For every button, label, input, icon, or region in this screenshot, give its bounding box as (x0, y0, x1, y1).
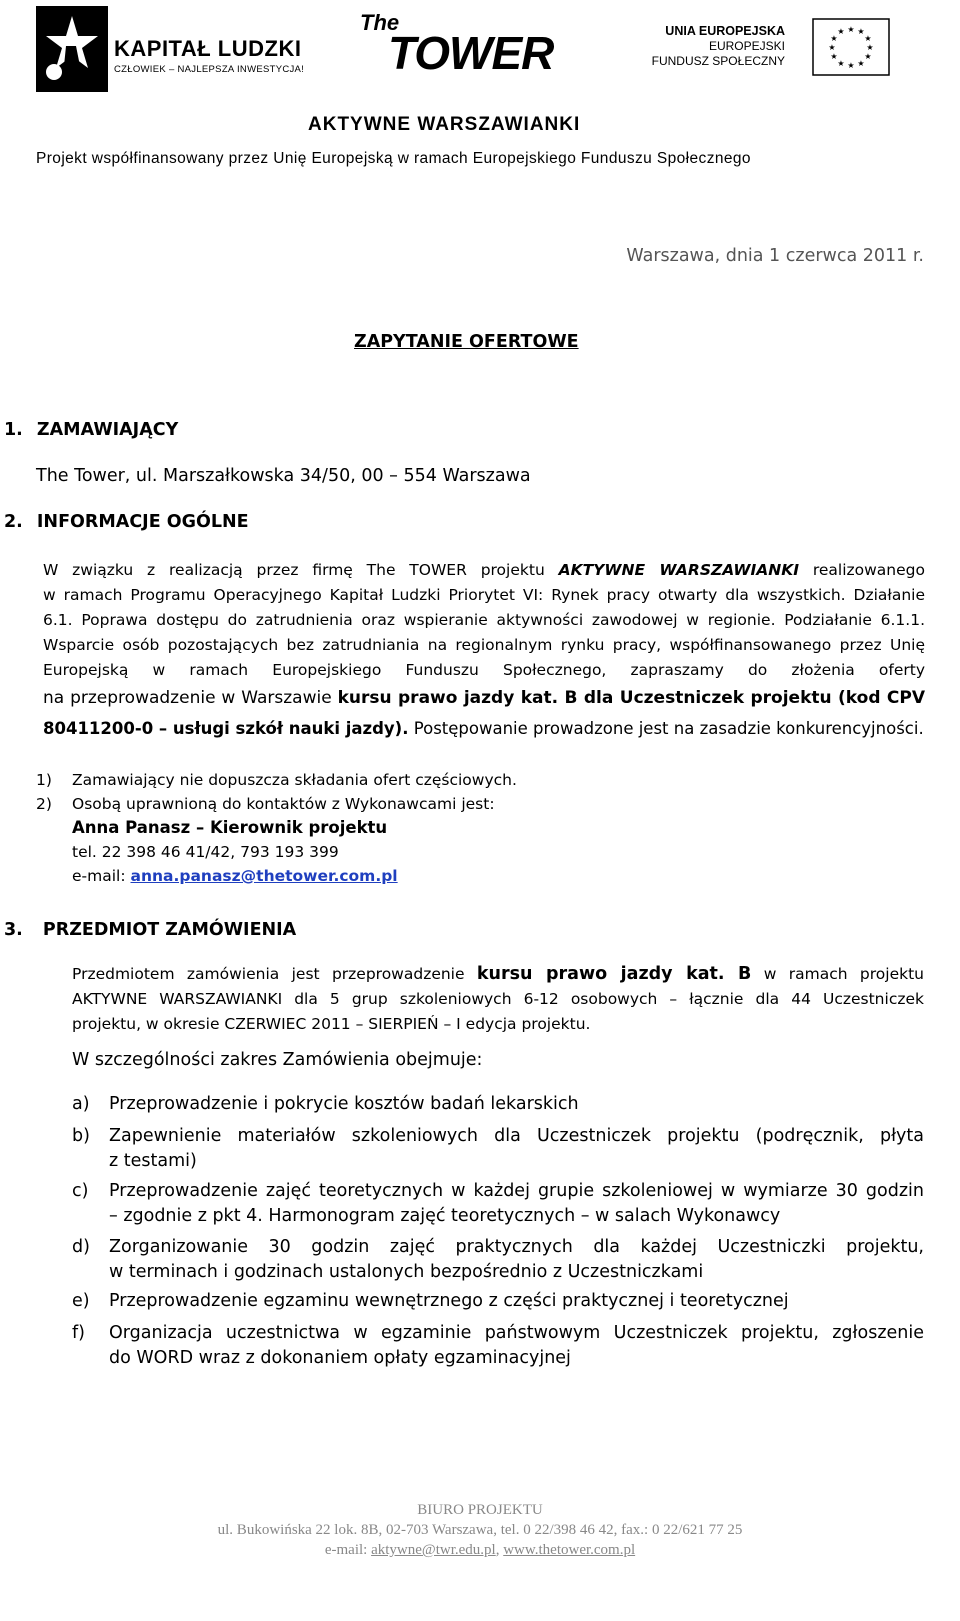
eu-line2: EUROPEJSKI (708, 39, 785, 53)
section2-line4: Wsparcie osób pozostających bez zatrudniania na regionalnym rynku pracy, współfinansowanego przez Unię (43, 636, 925, 654)
section2-course-bold: kursu prawo jazdy kat. B dla Uczestniczek projektu (kod CPV (337, 688, 926, 708)
section3-paragraph (72, 962, 924, 1037)
kapital-ludzki-subtitle: CZŁOWIEK – NAJLEPSZA INWESTYCJA! (114, 64, 305, 75)
section2-line5: Europejską w ramach Europejskiego Funduszu Społecznego, zapraszamy do złożenia oferty (43, 661, 925, 679)
section3-title: PRZEDMIOT ZAMÓWIENIA (42, 920, 297, 940)
kapital-ludzki-emblem-icon (36, 6, 108, 92)
eu-flag-icon (812, 18, 890, 76)
scope-item-text: Przeprowadzenie i pokrycie kosztów badań lekarskich (109, 1094, 579, 1114)
section3-line1-a: Przedmiotem zamówienia jest przeprowadzenie (72, 965, 465, 983)
section2-line7 (43, 713, 925, 745)
scope-item-b-line2: z testami) (109, 1151, 197, 1171)
section3-heading (4, 920, 296, 940)
section2-line6 (43, 683, 925, 713)
contact-email-label: e-mail: (72, 867, 126, 885)
scope-item-label: b) (72, 1126, 90, 1146)
footer-email-label: e-mail: (324, 1542, 368, 1558)
list2-text: Osobą uprawnioną do kontaktów z Wykonawcami jest: (72, 795, 495, 813)
section2-number: 2. (4, 512, 23, 532)
project-title: AKTYWNE WARSZAWIANKI (308, 114, 581, 135)
scope-item-label: e) (72, 1291, 90, 1311)
footer-separator: , (495, 1542, 500, 1558)
footer-address: ul. Bukowińska 22 lok. 8B, 02-703 Warszawa, tel. 0 22/398 46 42, fax.: 0 22/621 77 25 (217, 1522, 743, 1538)
scope-item-text: Przeprowadzenie egzaminu wewnętrznego z części praktycznej i teoretycznej (109, 1291, 789, 1311)
scope-item-label: d) (72, 1237, 90, 1257)
section1-number: 1. (4, 420, 23, 440)
section2-line7-b: Postępowanie prowadzone jest na zasadzie konkurencyjności. (413, 719, 924, 738)
scope-item-f-line2: do WORD wraz z dokonaniem opłaty egzaminacyjnej (109, 1348, 571, 1368)
scope-item-label: f) (72, 1323, 85, 1343)
footer-office-title: BIURO PROJEKTU (417, 1502, 543, 1518)
scope-item-text (109, 1179, 924, 1229)
section2-cpv-bold: 80411200-0 – usługi szkół nauki jazdy). (43, 719, 409, 738)
scope-item-c-line1: Przeprowadzenie zajęć teoretycznych w każdej grupie szkoleniowej w wymiarze 30 godzin (109, 1181, 924, 1201)
kapital-ludzki-title: KAPITAŁ LUDZKI (114, 36, 302, 61)
footer (0, 1500, 960, 1560)
scope-intro: W szczególności zakres Zamówienia obejmuje: (72, 1050, 483, 1070)
section2-title: INFORMACJE OGÓLNE (36, 512, 249, 532)
scope-item-label: c) (72, 1181, 89, 1201)
eu-line3: FUNDUSZ SPOŁECZNY (651, 54, 785, 68)
svg-text:★: ★ (828, 43, 836, 52)
section2-line3: 6.1. Poprawa dostępu do zatrudnienia oraz wspieranie aktywności zawodowej w regionie. Podziałanie 6.1.1. (43, 611, 925, 629)
scope-item-text (109, 1321, 924, 1371)
eu-line1: UNIA EUROPEJSKA (665, 24, 785, 38)
svg-text:★: ★ (830, 34, 838, 43)
svg-text:★: ★ (864, 34, 872, 43)
scope-item-f-line1: Organizacja uczestnictwa w egzaminie państwowym Uczestniczek projektu, zgłoszenie (109, 1323, 924, 1343)
contact-email-row (36, 864, 517, 888)
section1-heading (4, 420, 178, 440)
the-tower-logo-main: TOWER (388, 27, 554, 79)
footer-contact-row (0, 1540, 960, 1560)
the-tower-logo (358, 8, 578, 78)
contact-email-link[interactable]: anna.panasz@thetower.com.pl (130, 867, 398, 885)
section3-line2: AKTYWNE WARSZAWIANKI dla 5 grup szkoleniowych 6-12 osobowych – łącznie dla 44 Uczestniczek (72, 990, 924, 1008)
contact-name: Anna Panasz – Kierownik projektu (72, 818, 388, 837)
svg-text:★: ★ (864, 52, 872, 61)
section1-text: The Tower, ul. Marszałkowska 34/50, 00 – 554 Warszawa (36, 466, 531, 486)
scope-item-label: a) (72, 1094, 90, 1114)
section2-line1 (43, 558, 925, 583)
section2-list-item1 (36, 768, 517, 792)
scope-item-text (109, 1124, 924, 1174)
section1-title: ZAMAWIAJĄCY (36, 420, 179, 440)
section2-heading (4, 512, 249, 532)
svg-text:★: ★ (837, 59, 845, 68)
scope-item-c-line2: – zgodnie z pkt 4. Harmonogram zajęć teoretycznych – w salach Wykonawcy (109, 1206, 781, 1226)
section2-project-name: AKTYWNE WARSZAWIANKI (558, 561, 799, 579)
footer-email-link[interactable]: aktywne@twr.edu.pl (371, 1542, 496, 1558)
eu-text-block (640, 24, 785, 69)
section2-list-item2 (36, 792, 517, 816)
the-tower-logo-the: The (360, 10, 400, 35)
section2-line1-c: realizowanego (812, 561, 925, 579)
section2-paragraph (43, 558, 925, 745)
svg-text:★: ★ (847, 25, 855, 34)
svg-text:★: ★ (837, 27, 845, 36)
list1-number: 1) (36, 771, 52, 789)
scope-item-b-line1: Zapewnienie materiałów szkoleniowych dla Uczestniczek projektu (podręcznik, płyta (109, 1126, 924, 1146)
section2-line6-a: na przeprowadzenie w Warszawie (43, 688, 332, 708)
section2-list (36, 768, 517, 888)
scope-item-d-line1: Zorganizowanie 30 godzin zajęć praktycznych dla każdej Uczestniczki projektu, (109, 1237, 924, 1257)
section3-line1-c: w ramach projektu (763, 965, 924, 983)
svg-text:★: ★ (857, 59, 865, 68)
section2-line1-a: W związku z realizacją przez firmę The TOWER projektu (43, 561, 545, 579)
svg-text:★: ★ (857, 27, 865, 36)
svg-text:★: ★ (830, 52, 838, 61)
svg-text:★: ★ (866, 43, 874, 52)
list1-text: Zamawiający nie dopuszcza składania ofert częściowych. (72, 771, 517, 789)
scope-item-d-line2: w terminach i godzinach ustalonych bezpośrednio z Uczestniczkami (109, 1262, 704, 1282)
section3-line1 (72, 962, 924, 987)
section3-line3: projektu, w okresie CZERWIEC 2011 – SIERPIEŃ – I edycja projektu. (72, 1015, 591, 1033)
doc-title: ZAPYTANIE OFERTOWE (354, 332, 579, 352)
kapital-ludzki-logo (36, 6, 316, 94)
section3-course-bold: kursu prawo jazdy kat. B (476, 964, 752, 984)
svg-text:★: ★ (847, 61, 855, 70)
section3-number: 3. (4, 920, 23, 940)
contact-tel: tel. 22 398 46 41/42, 793 193 399 (72, 843, 339, 861)
footer-website-link[interactable]: www.thetower.com.pl (503, 1542, 636, 1558)
project-subtitle: Projekt współfinansowany przez Unię Europejską w ramach Europejskiego Funduszu Społecznego (36, 150, 751, 167)
date-line: Warszawa, dnia 1 czerwca 2011 r. (626, 246, 924, 266)
section2-line2: w ramach Programu Operacyjnego Kapitał Ludzki Priorytet VI: Rynek pracy otwarty dla wszystkich. Działanie (43, 586, 925, 604)
scope-item-text (109, 1235, 924, 1285)
list2-number: 2) (36, 795, 52, 813)
